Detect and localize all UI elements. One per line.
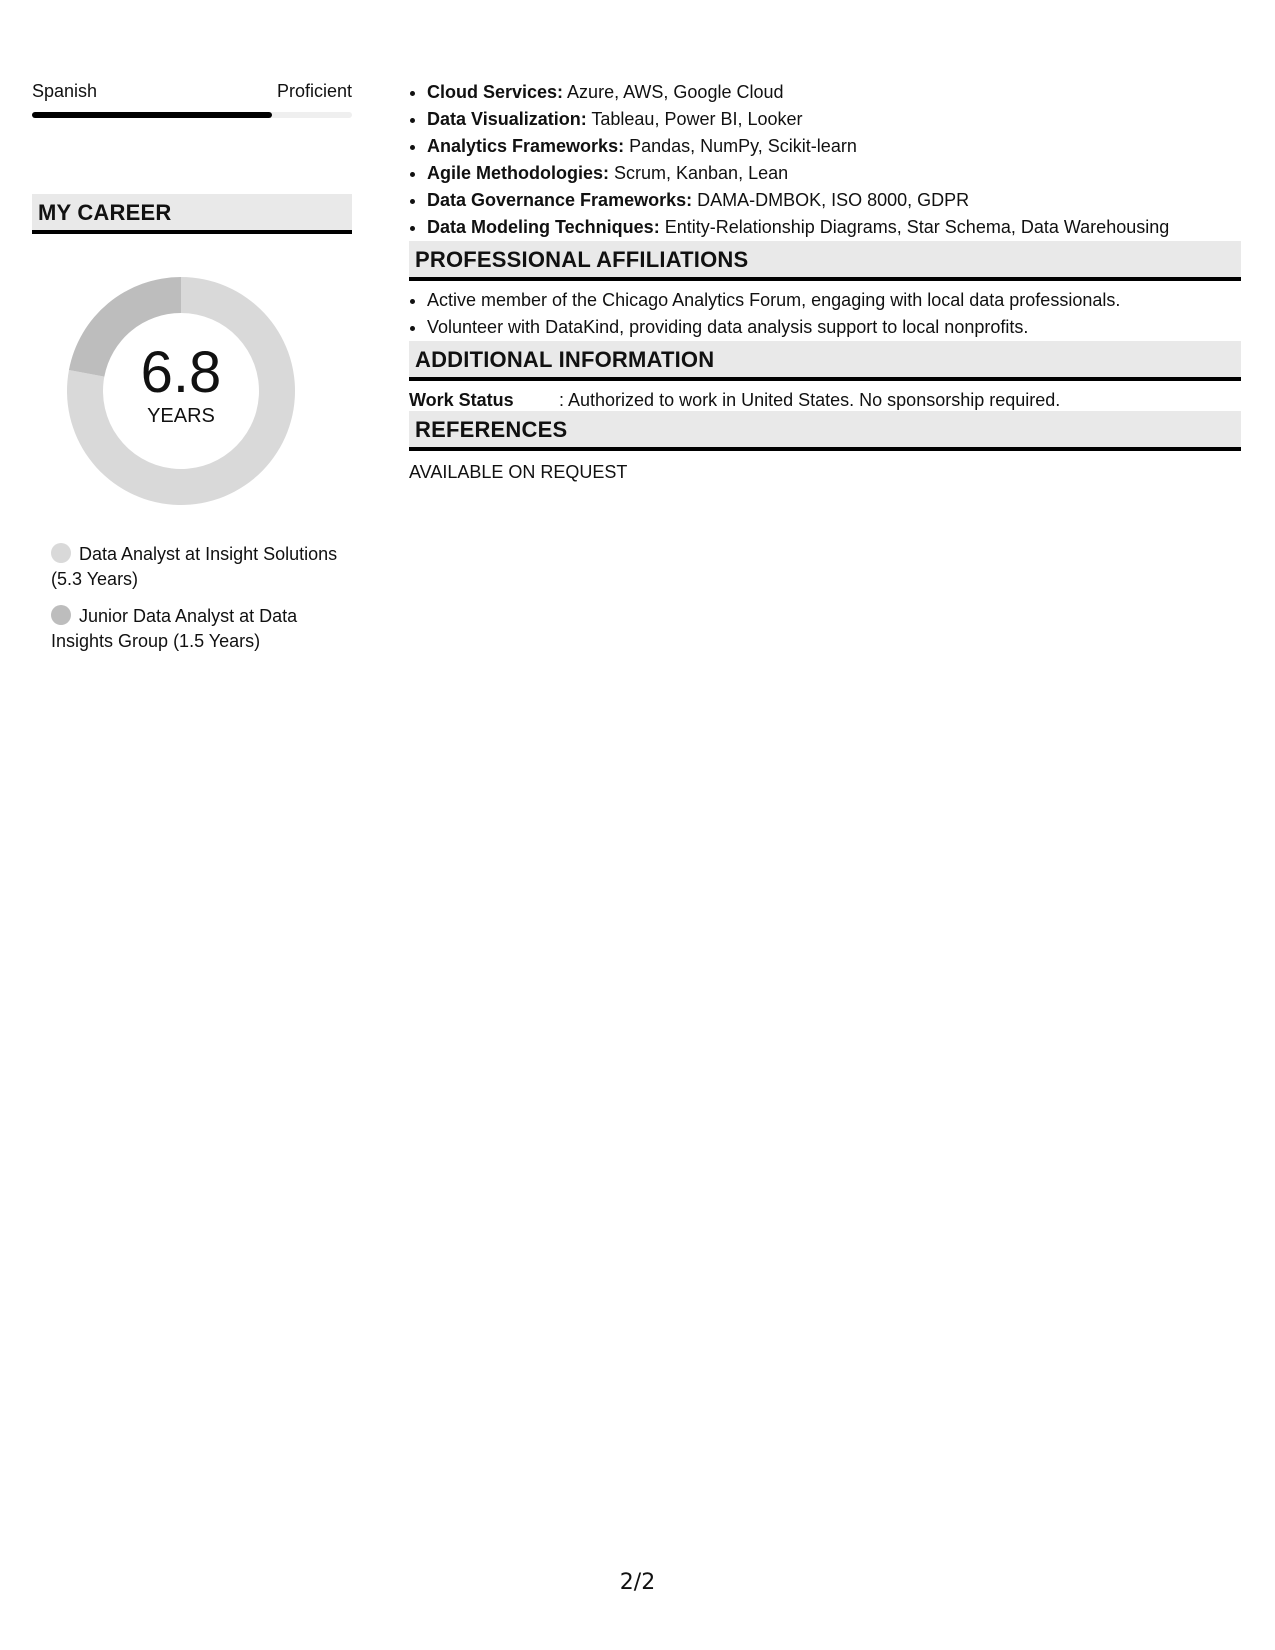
skill-term: Data Governance Frameworks:	[427, 190, 693, 210]
work-status-value: : Authorized to work in United States. No sponsorship required.	[559, 390, 1061, 410]
skill-term: Agile Methodologies:	[427, 163, 609, 183]
legend-item	[51, 604, 341, 654]
list-item: • Volunteer with DataKind, providing data analysis support to local nonprofits.	[427, 314, 1241, 341]
references-heading: REFERENCES	[409, 411, 1241, 451]
legend-label: Junior Data Analyst at Data Insights Group (1.5 Years)	[51, 606, 298, 651]
language-progress-track	[32, 112, 352, 118]
donut-center	[66, 276, 296, 506]
list-item	[427, 160, 1241, 187]
career-donut-chart	[66, 276, 296, 506]
list-item: • Active member of the Chicago Analytics Forum, engaging with local data professionals.	[427, 287, 1241, 314]
skills-list	[409, 79, 1241, 241]
main-content	[409, 79, 1241, 483]
language-level: Proficient	[276, 81, 352, 101]
affiliations-heading: PROFESSIONAL AFFILIATIONS	[409, 241, 1241, 281]
skill-value: Entity-Relationship Diagrams, Star Schema, Data Warehousing	[659, 217, 1170, 237]
language-row	[32, 80, 352, 102]
additional-info-heading: ADDITIONAL INFORMATION	[409, 341, 1241, 381]
page-number: 2/2	[619, 1570, 656, 1595]
career-total-unit: YEARS	[147, 405, 215, 427]
list-item	[427, 79, 1241, 106]
affiliations-list	[409, 287, 1241, 341]
skill-term: Analytics Frameworks:	[427, 136, 625, 156]
career-total-years: 6.8	[140, 340, 222, 405]
skill-term: Data Modeling Techniques:	[427, 217, 660, 237]
career-legend	[51, 542, 341, 654]
sidebar	[32, 80, 352, 666]
legend-swatch-icon	[51, 543, 71, 563]
skill-value: Azure, AWS, Google Cloud	[563, 82, 784, 102]
legend-label: Data Analyst at Insight Solutions (5.3 Years)	[51, 544, 338, 589]
skill-term: Cloud Services:	[427, 82, 564, 102]
list-item	[427, 106, 1241, 133]
skill-value: DAMA-DMBOK, ISO 8000, GDPR	[692, 190, 970, 210]
language-name: Spanish	[32, 81, 98, 101]
work-status-row	[409, 389, 1241, 411]
list-item	[427, 133, 1241, 160]
skill-value: Scrum, Kanban, Lean	[609, 163, 789, 183]
work-status-label: Work Status	[409, 390, 514, 410]
list-item	[427, 214, 1241, 241]
legend-swatch-icon	[51, 605, 71, 625]
skill-value: Tableau, Power BI, Looker	[586, 109, 803, 129]
language-progress-fill	[32, 112, 272, 118]
legend-item	[51, 542, 341, 592]
list-item	[427, 187, 1241, 214]
skill-term: Data Visualization:	[427, 109, 587, 129]
skill-value: Pandas, NumPy, Scikit-learn	[624, 136, 857, 156]
career-heading: MY CAREER	[32, 194, 352, 234]
references-text: AVAILABLE ON REQUEST	[409, 462, 628, 482]
